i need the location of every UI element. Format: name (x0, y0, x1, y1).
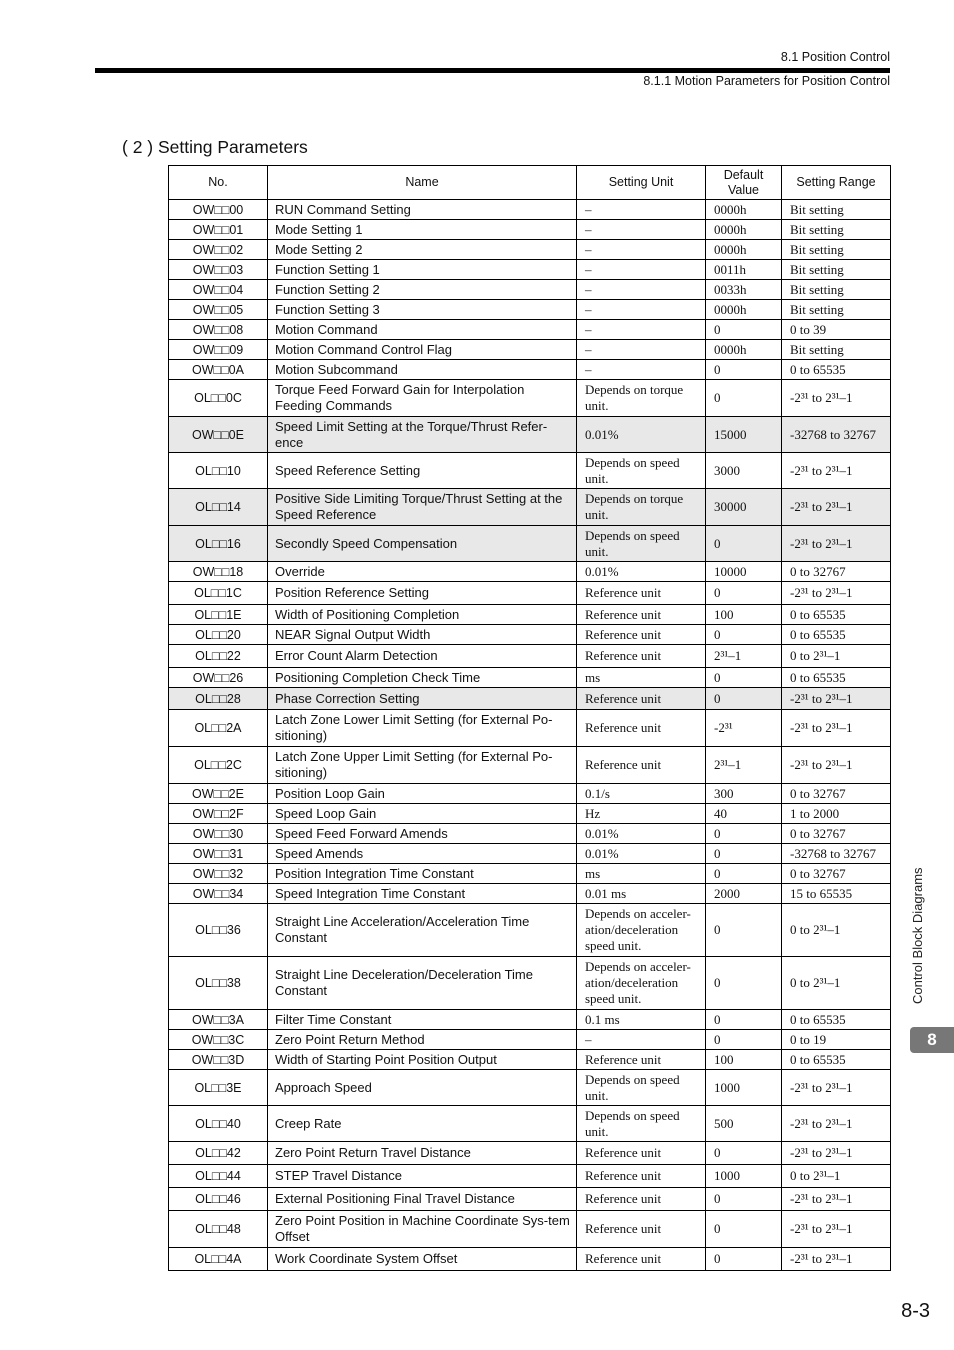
default-value: 1000 (706, 1070, 782, 1106)
default-value: 0 (706, 864, 782, 884)
param-name: Motion Command (268, 320, 577, 340)
param-number: OL□□4A (169, 1248, 268, 1271)
param-number: OW□□3A (169, 1010, 268, 1030)
param-number: OL□□36 (169, 904, 268, 957)
setting-unit: Reference unit (577, 605, 706, 625)
setting-range: 0 to 19 (782, 1030, 891, 1050)
setting-range: Bit setting (782, 260, 891, 280)
param-name: Mode Setting 1 (268, 220, 577, 240)
table-row (169, 605, 891, 625)
setting-range: -2³¹ to 2³¹–1 (782, 526, 891, 562)
setting-range: 0 to 65535 (782, 605, 891, 625)
default-value: 0 (706, 904, 782, 957)
setting-unit: Depends on torque unit. (577, 380, 706, 417)
table-row (169, 582, 891, 605)
table-row (169, 1188, 891, 1211)
default-value: 0 (706, 1142, 782, 1165)
table-row (169, 625, 891, 645)
param-name: Zero Point Position in Machine Coordinate Sys-tem Offset (268, 1211, 577, 1248)
setting-range: 15 to 65535 (782, 884, 891, 904)
param-name: Speed Loop Gain (268, 804, 577, 824)
setting-unit: – (577, 220, 706, 240)
param-number: OW□□30 (169, 824, 268, 844)
setting-range: Bit setting (782, 220, 891, 240)
default-value: 0 (706, 360, 782, 380)
table-row (169, 320, 891, 340)
param-name: Override (268, 562, 577, 582)
setting-range: -2³¹ to 2³¹–1 (782, 453, 891, 489)
section-title: ( 2 ) Setting Parameters (122, 137, 308, 157)
table-row (169, 784, 891, 804)
default-value: 0 (706, 688, 782, 710)
default-value: 0000h (706, 220, 782, 240)
setting-unit: Reference unit (577, 1248, 706, 1271)
header-setting-unit: Setting Unit (577, 166, 706, 200)
setting-range: 0 to 32767 (782, 824, 891, 844)
setting-unit: Reference unit (577, 645, 706, 668)
setting-unit: ms (577, 864, 706, 884)
param-name: Secondly Speed Compensation (268, 526, 577, 562)
table-row (169, 417, 891, 453)
default-value: 0 (706, 320, 782, 340)
setting-unit: – (577, 260, 706, 280)
setting-unit: 0.1 ms (577, 1010, 706, 1030)
default-value: 2³¹–1 (706, 747, 782, 784)
default-value: 0 (706, 1010, 782, 1030)
setting-unit: – (577, 360, 706, 380)
setting-unit: – (577, 240, 706, 260)
param-name: Width of Positioning Completion (268, 605, 577, 625)
setting-range: 0 to 2³¹–1 (782, 904, 891, 957)
param-number: OL□□44 (169, 1165, 268, 1188)
setting-range: -2³¹ to 2³¹–1 (782, 1211, 891, 1248)
param-number: OW□□03 (169, 260, 268, 280)
param-number: OL□□2A (169, 710, 268, 747)
table-row (169, 1248, 891, 1271)
setting-range: 0 to 65535 (782, 625, 891, 645)
setting-unit: Reference unit (577, 625, 706, 645)
table-row (169, 380, 891, 417)
table-row (169, 904, 891, 957)
param-name: Position Reference Setting (268, 582, 577, 605)
param-name: Speed Feed Forward Amends (268, 824, 577, 844)
page-number: 8-3 (901, 1300, 930, 1322)
setting-range: 0 to 2³¹–1 (782, 1165, 891, 1188)
param-name: Mode Setting 2 (268, 240, 577, 260)
setting-unit: Reference unit (577, 688, 706, 710)
setting-range: 0 to 65535 (782, 668, 891, 688)
setting-unit: 0.01% (577, 824, 706, 844)
param-name: Position Integration Time Constant (268, 864, 577, 884)
setting-range: Bit setting (782, 340, 891, 360)
setting-unit: – (577, 1030, 706, 1050)
param-number: OL□□3E (169, 1070, 268, 1106)
default-value: 0 (706, 1248, 782, 1271)
param-name: NEAR Signal Output Width (268, 625, 577, 645)
param-number: OW□□01 (169, 220, 268, 240)
default-value: 0 (706, 526, 782, 562)
table-row (169, 562, 891, 582)
table-row (169, 824, 891, 844)
param-number: OL□□14 (169, 489, 268, 526)
setting-unit: Depends on torque unit. (577, 489, 706, 526)
param-number: OW□□18 (169, 562, 268, 582)
setting-unit: Reference unit (577, 747, 706, 784)
default-value: 10000 (706, 562, 782, 582)
default-value: 1000 (706, 1165, 782, 1188)
param-name: Error Count Alarm Detection (268, 645, 577, 668)
param-name: Zero Point Return Method (268, 1030, 577, 1050)
param-name: Position Loop Gain (268, 784, 577, 804)
table-row (169, 747, 891, 784)
param-name: Width of Starting Point Position Output (268, 1050, 577, 1070)
setting-unit: ms (577, 668, 706, 688)
setting-range: -2³¹ to 2³¹–1 (782, 1248, 891, 1271)
table-row (169, 864, 891, 884)
param-number: OL□□16 (169, 526, 268, 562)
setting-range: -2³¹ to 2³¹–1 (782, 1070, 891, 1106)
param-number: OW□□34 (169, 884, 268, 904)
table-row (169, 884, 891, 904)
default-value: 40 (706, 804, 782, 824)
param-number: OL□□2C (169, 747, 268, 784)
default-value: 0 (706, 380, 782, 417)
setting-unit: Reference unit (577, 582, 706, 605)
table-row (169, 526, 891, 562)
param-number: OW□□02 (169, 240, 268, 260)
setting-range: 1 to 2000 (782, 804, 891, 824)
setting-unit: – (577, 300, 706, 320)
param-number: OW□□32 (169, 864, 268, 884)
setting-unit: – (577, 320, 706, 340)
setting-unit: 0.01 ms (577, 884, 706, 904)
setting-unit: Reference unit (577, 1188, 706, 1211)
default-value: 0 (706, 1030, 782, 1050)
setting-range: 0 to 32767 (782, 864, 891, 884)
param-number: OL□□42 (169, 1142, 268, 1165)
table-row (169, 957, 891, 1010)
param-number: OW□□0A (169, 360, 268, 380)
setting-unit: 0.01% (577, 844, 706, 864)
param-number: OW□□0E (169, 417, 268, 453)
table-row (169, 220, 891, 240)
param-name: RUN Command Setting (268, 200, 577, 220)
setting-range: -2³¹ to 2³¹–1 (782, 1188, 891, 1211)
setting-range: -32768 to 32767 (782, 844, 891, 864)
param-number: OW□□09 (169, 340, 268, 360)
default-value: 0000h (706, 240, 782, 260)
param-name: Straight Line Acceleration/Acceleration Time Constant (268, 904, 577, 957)
setting-range: -2³¹ to 2³¹–1 (782, 489, 891, 526)
setting-unit: Depends on speed unit. (577, 526, 706, 562)
table-row (169, 1030, 891, 1050)
chapter-tab[interactable]: 8 (910, 1027, 954, 1053)
setting-range: -32768 to 32767 (782, 417, 891, 453)
setting-range: 0 to 65535 (782, 1050, 891, 1070)
setting-range: Bit setting (782, 280, 891, 300)
setting-range: -2³¹ to 2³¹–1 (782, 582, 891, 605)
param-name: Motion Subcommand (268, 360, 577, 380)
default-value: 0 (706, 625, 782, 645)
table-row (169, 260, 891, 280)
running-header-section: 8.1 Position Control (780, 50, 890, 64)
param-name: Function Setting 1 (268, 260, 577, 280)
param-number: OL□□1C (169, 582, 268, 605)
default-value: 2000 (706, 884, 782, 904)
param-number: OL□□22 (169, 645, 268, 668)
param-name: Zero Point Return Travel Distance (268, 1142, 577, 1165)
default-value: 0000h (706, 300, 782, 320)
setting-unit: 0.1/s (577, 784, 706, 804)
param-number: OW□□26 (169, 668, 268, 688)
param-name: Phase Correction Setting (268, 688, 577, 710)
setting-range: -2³¹ to 2³¹–1 (782, 380, 891, 417)
running-header-subsection: 8.1.1 Motion Parameters for Position Control (643, 74, 890, 88)
table-row (169, 1050, 891, 1070)
param-number: OW□□08 (169, 320, 268, 340)
table-row (169, 1211, 891, 1248)
table-row (169, 1070, 891, 1106)
setting-range: 0 to 32767 (782, 784, 891, 804)
param-number: OL□□48 (169, 1211, 268, 1248)
param-name: Speed Limit Setting at the Torque/Thrust Refer-ence (268, 417, 577, 453)
table-row (169, 360, 891, 380)
setting-range: 0 to 65535 (782, 1010, 891, 1030)
setting-unit: Depends on acceler-ation/deceleration speed unit. (577, 904, 706, 957)
table-row (169, 280, 891, 300)
setting-range: 0 to 2³¹–1 (782, 957, 891, 1010)
default-value: 30000 (706, 489, 782, 526)
setting-unit: Reference unit (577, 1211, 706, 1248)
param-name: Motion Command Control Flag (268, 340, 577, 360)
table-row (169, 453, 891, 489)
param-number: OW□□04 (169, 280, 268, 300)
setting-range: Bit setting (782, 240, 891, 260)
setting-unit: 0.01% (577, 562, 706, 582)
param-number: OL□□38 (169, 957, 268, 1010)
setting-range: -2³¹ to 2³¹–1 (782, 747, 891, 784)
table-row (169, 1165, 891, 1188)
setting-unit: Depends on speed unit. (577, 453, 706, 489)
param-name: Speed Integration Time Constant (268, 884, 577, 904)
setting-unit: – (577, 280, 706, 300)
table-row (169, 1010, 891, 1030)
default-value: 100 (706, 1050, 782, 1070)
setting-unit: Reference unit (577, 710, 706, 747)
param-name: Creep Rate (268, 1106, 577, 1142)
setting-range: -2³¹ to 2³¹–1 (782, 1142, 891, 1165)
default-value: 0 (706, 844, 782, 864)
default-value: -2³¹ (706, 710, 782, 747)
default-value: 0 (706, 1188, 782, 1211)
setting-range: Bit setting (782, 200, 891, 220)
param-name: Approach Speed (268, 1070, 577, 1106)
param-number: OW□□31 (169, 844, 268, 864)
setting-range: Bit setting (782, 300, 891, 320)
default-value: 15000 (706, 417, 782, 453)
param-number: OL□□28 (169, 688, 268, 710)
parameter-table (168, 165, 891, 1271)
default-value: 0000h (706, 200, 782, 220)
param-number: OL□□1E (169, 605, 268, 625)
side-tab-label: Control Block Diagrams (910, 867, 925, 1004)
default-value: 0011h (706, 260, 782, 280)
table-row (169, 300, 891, 320)
param-name: External Positioning Final Travel Distance (268, 1188, 577, 1211)
param-number: OW□□05 (169, 300, 268, 320)
header-default-value: Default Value (706, 166, 782, 200)
setting-range: 0 to 39 (782, 320, 891, 340)
table-row (169, 200, 891, 220)
param-name: Torque Feed Forward Gain for Interpolation Feeding Commands (268, 380, 577, 417)
param-name: Straight Line Deceleration/Deceleration Time Constant (268, 957, 577, 1010)
param-number: OL□□40 (169, 1106, 268, 1142)
setting-range: -2³¹ to 2³¹–1 (782, 688, 891, 710)
setting-unit: Reference unit (577, 1142, 706, 1165)
param-name: Latch Zone Lower Limit Setting (for External Po-sitioning) (268, 710, 577, 747)
param-name: Filter Time Constant (268, 1010, 577, 1030)
setting-unit: Hz (577, 804, 706, 824)
setting-unit: – (577, 200, 706, 220)
setting-range: -2³¹ to 2³¹–1 (782, 1106, 891, 1142)
table-body (169, 200, 891, 1271)
param-number: OW□□3C (169, 1030, 268, 1050)
param-name: Latch Zone Upper Limit Setting (for External Po-sitioning) (268, 747, 577, 784)
param-name: Speed Reference Setting (268, 453, 577, 489)
default-value: 500 (706, 1106, 782, 1142)
header-name: Name (268, 166, 577, 200)
setting-unit: 0.01% (577, 417, 706, 453)
param-name: Function Setting 3 (268, 300, 577, 320)
default-value: 0 (706, 957, 782, 1010)
param-name: Function Setting 2 (268, 280, 577, 300)
default-value: 0 (706, 1211, 782, 1248)
default-value: 0 (706, 824, 782, 844)
table-row (169, 645, 891, 668)
param-name: STEP Travel Distance (268, 1165, 577, 1188)
setting-range: 0 to 65535 (782, 360, 891, 380)
setting-range: 0 to 32767 (782, 562, 891, 582)
param-name: Positioning Completion Check Time (268, 668, 577, 688)
table-row (169, 804, 891, 824)
table-row (169, 1142, 891, 1165)
param-number: OW□□00 (169, 200, 268, 220)
default-value: 2³¹–1 (706, 645, 782, 668)
param-number: OW□□3D (169, 1050, 268, 1070)
param-name: Positive Side Limiting Torque/Thrust Setting at the Speed Reference (268, 489, 577, 526)
default-value: 3000 (706, 453, 782, 489)
param-number: OW□□2E (169, 784, 268, 804)
header-no: No. (169, 166, 268, 200)
table-header-row (169, 166, 891, 200)
param-number: OL□□0C (169, 380, 268, 417)
table-row (169, 340, 891, 360)
table-row (169, 489, 891, 526)
default-value: 0033h (706, 280, 782, 300)
setting-unit: Depends on acceler-ation/deceleration speed unit. (577, 957, 706, 1010)
table-row (169, 1106, 891, 1142)
setting-unit: Depends on speed unit. (577, 1106, 706, 1142)
param-name: Speed Amends (268, 844, 577, 864)
default-value: 300 (706, 784, 782, 804)
param-number: OL□□10 (169, 453, 268, 489)
header-rule (95, 68, 890, 73)
param-name: Work Coordinate System Offset (268, 1248, 577, 1271)
param-number: OW□□2F (169, 804, 268, 824)
table-row (169, 688, 891, 710)
setting-range: -2³¹ to 2³¹–1 (782, 710, 891, 747)
default-value: 0 (706, 668, 782, 688)
table-row (169, 710, 891, 747)
header-setting-range: Setting Range (782, 166, 891, 200)
setting-unit: Reference unit (577, 1165, 706, 1188)
setting-unit: Reference unit (577, 1050, 706, 1070)
table-row (169, 240, 891, 260)
default-value: 0 (706, 582, 782, 605)
setting-unit: Depends on speed unit. (577, 1070, 706, 1106)
default-value: 100 (706, 605, 782, 625)
table-row (169, 668, 891, 688)
param-number: OL□□46 (169, 1188, 268, 1211)
param-number: OL□□20 (169, 625, 268, 645)
setting-unit: – (577, 340, 706, 360)
setting-range: 0 to 2³¹–1 (782, 645, 891, 668)
default-value: 0000h (706, 340, 782, 360)
table-row (169, 844, 891, 864)
